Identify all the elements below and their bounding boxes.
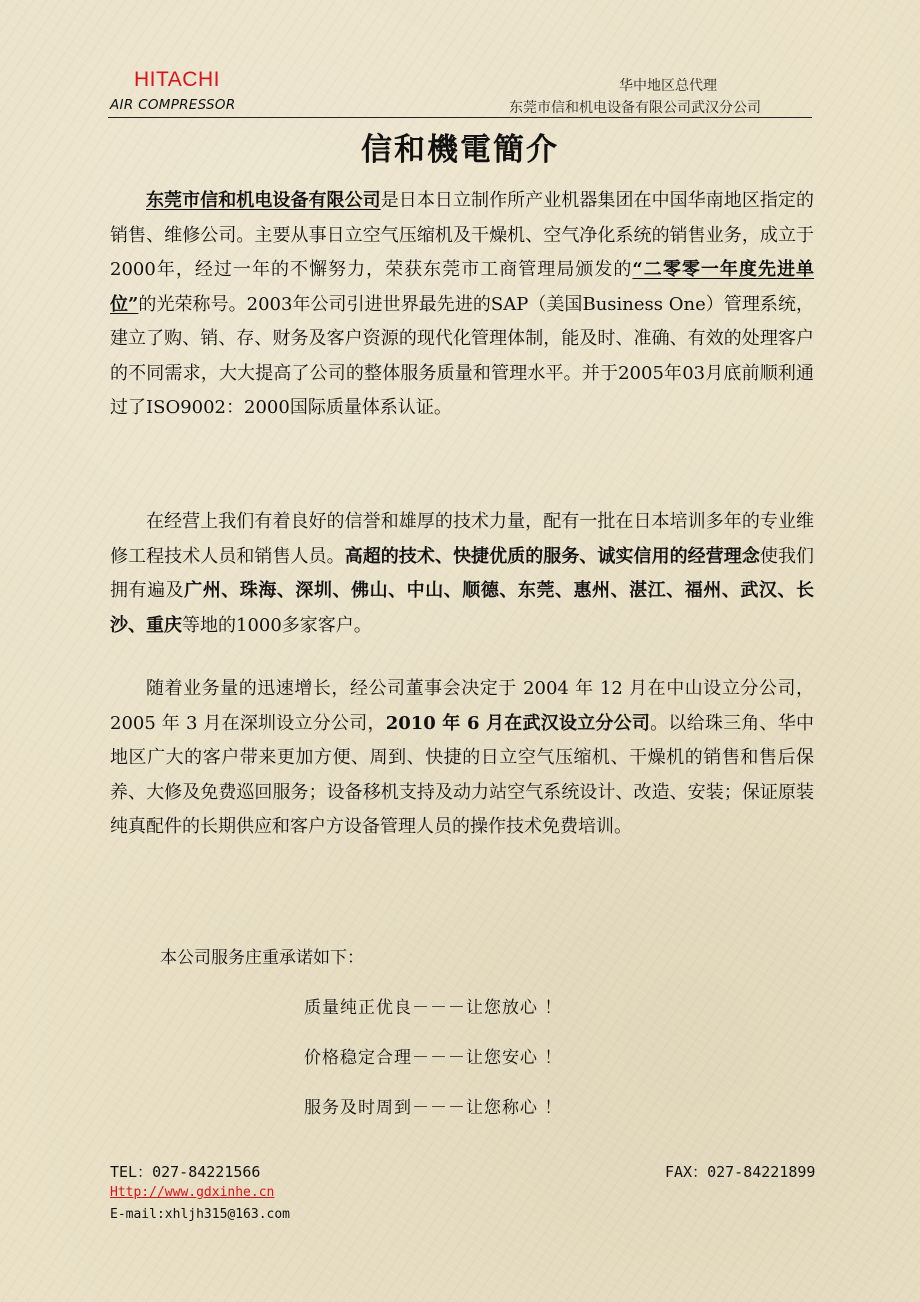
expansion-text-1: 随着业务量的迅速增长，经公司董事会决定于 2004 年 12 月在中山设立分公司，2005 年 3 月在深圳设立分公司，: [110, 678, 814, 734]
promise-intro: 本公司服务庄重承诺如下：: [160, 948, 364, 968]
brand-subtitle: AIR COMPRESSOR: [110, 97, 236, 113]
wuhan-branch-highlight: 2010 年 6 月在武汉设立分公司: [385, 712, 651, 734]
business-text-1: 在经营上我们有着良好的信誉和雄厚的技术力量，配有一批在日本培训多年的专业维修工程技术人员和销售人员。: [110, 511, 814, 567]
brand-logo-text: HITACHI: [134, 68, 220, 91]
expansion-text-2: 。以给珠三角、华中地区广大的客户带来更加方便、周到、快捷的日立空气压缩机、干燥机的销售和售后保养、大修及免费巡回服务；设备移机支持及动力站空气系统设计、改造、安装；保证原装纯真配件的长期供应和客户方设备管理人员的操作技术免费培训。: [110, 712, 815, 837]
business-paragraph: [110, 505, 814, 643]
footer-telephone: TEL：027-84221566: [110, 1163, 261, 1181]
footer-fax: FAX：027-84221899: [665, 1163, 816, 1181]
city-list: 广州、珠海、深圳、佛山、中山、顺德、东莞、惠州、湛江、福州、武汉、长沙、重庆: [110, 580, 815, 636]
business-highlight: 高超的技术、快捷优质的服务、诚实信用的经营理念: [344, 545, 760, 567]
page-title: 信和機電簡介: [361, 132, 559, 168]
expansion-paragraph: [110, 672, 814, 845]
intro-text-1: 是日本日立制作所产业机器集团在中国华南地区指定的销售、维修公司。主要从事日立空气压缩机及干燥机、空气净化系统的销售业务，成立于2000年，经过一年的不懈努力，荣获东莞市工商管理局颁发的: [110, 190, 815, 280]
footer-website-link[interactable]: Http://www.gdxinhe.cn: [110, 1185, 275, 1200]
header-divider: [108, 117, 812, 118]
business-text-3: 等地的1000多家客户。: [182, 614, 372, 636]
promise-item: 质量纯正优良－－－让您放心 ！: [304, 998, 563, 1018]
intro-paragraph: [110, 184, 814, 426]
header-agent-label: 华中地区总代理: [619, 78, 717, 94]
footer-email: E-mail:xhljh315@163.com: [110, 1207, 291, 1222]
promise-item: 服务及时周到－－－让您称心 ！: [304, 1098, 563, 1118]
business-text-2: 使我们拥有遍及: [110, 545, 815, 601]
promise-item: 价格稳定合理－－－让您安心 ！: [304, 1048, 563, 1068]
company-name: 东莞市信和机电设备有限公司: [146, 190, 381, 211]
award-title: “二零零一年度先进单位”: [110, 259, 814, 315]
header-branch-name: 东莞市信和机电设备有限公司武汉分公司: [509, 100, 761, 116]
intro-text-2: 的光荣称号。2003年公司引进世界最先进的SAP（美国Business One）管理系统，建立了购、销、存、财务及客户资源的现代化管理体制，能及时、准确、有效的处理客户的不同需求，大大提高了公司的整体服务质量和管理水平。并于2005年03月底前顺利通过了ISO9002：2000国际质量体系认证。: [110, 293, 814, 418]
